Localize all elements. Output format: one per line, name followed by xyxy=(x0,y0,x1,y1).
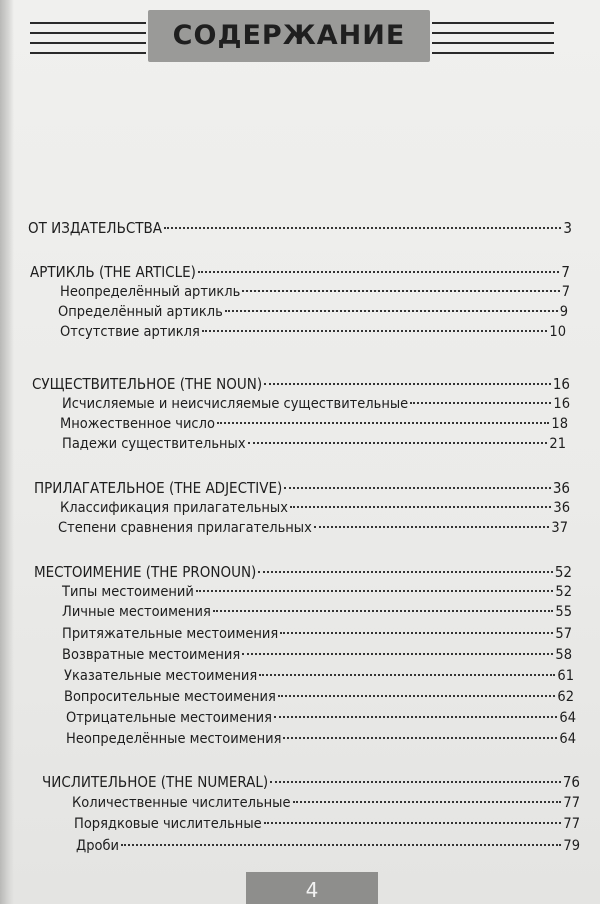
toc-section-entry xyxy=(74,814,580,834)
toc-entry-title: Классификация прилагательных xyxy=(60,500,288,516)
toc-dot-leader xyxy=(242,290,559,292)
toc-dot-leader xyxy=(280,632,553,634)
toc-dot-leader xyxy=(410,402,551,404)
toc-section-entry xyxy=(72,793,580,813)
toc-dot-leader xyxy=(284,487,551,489)
toc-entry-page: 57 xyxy=(555,626,572,642)
toc-entry-page: 3 xyxy=(563,219,572,237)
toc-section-entry xyxy=(62,582,572,602)
toc-section-entry xyxy=(58,302,568,322)
toc-section-entry xyxy=(60,414,568,434)
toc-entry-title: Дроби xyxy=(76,838,119,854)
toc-chapter-entry xyxy=(34,478,570,498)
toc-entry-title: Степени сравнения прилагательных xyxy=(58,520,312,536)
toc-section-entry xyxy=(60,498,570,518)
toc-section-entry xyxy=(66,729,576,749)
toc-entry-title: ЧИСЛИТЕЛЬНОЕ (THE NUMERAL) xyxy=(42,773,269,791)
toc-entry-title: Неопределённый артикль xyxy=(60,284,241,300)
toc-section-entry xyxy=(62,602,572,622)
toc-entry-page: 77 xyxy=(563,795,580,811)
toc-entry-title: Личные местоимения xyxy=(62,604,211,620)
toc-chapter-entry xyxy=(30,262,570,282)
toc-entry-page: 37 xyxy=(551,520,568,536)
toc-entry-page: 36 xyxy=(552,479,570,497)
toc-entry-page: 52 xyxy=(554,563,572,581)
toc-entry-page: 16 xyxy=(553,396,570,412)
toc-dot-leader xyxy=(270,781,561,783)
toc-dot-leader xyxy=(314,526,550,528)
toc-entry-page: 16 xyxy=(552,375,570,393)
toc-dot-leader xyxy=(217,422,549,424)
toc-entry-page: 62 xyxy=(557,689,574,705)
toc-entry-page: 79 xyxy=(563,838,580,854)
toc-entry-page: 76 xyxy=(562,773,580,791)
toc-entry-title: СУЩЕСТВИТЕЛЬНОЕ (THE NOUN) xyxy=(32,375,263,393)
toc-dot-leader xyxy=(202,330,548,332)
toc-section-entry xyxy=(76,836,580,856)
toc-dot-leader xyxy=(196,590,554,592)
toc-entry-title: Количественные числительные xyxy=(72,795,291,811)
toc-section-entry xyxy=(64,666,574,686)
toc-dot-leader xyxy=(248,442,548,444)
toc-entry-title: Неопределённые местоимения xyxy=(66,731,282,747)
toc-entry-page: 21 xyxy=(549,436,566,452)
toc-dot-leader xyxy=(225,310,558,312)
toc-entry-page: 7 xyxy=(561,263,570,281)
toc-chapter-entry xyxy=(32,374,570,394)
toc-entry-title: ОТ ИЗДАТЕЛЬСТВА xyxy=(28,219,162,237)
toc-chapter-entry xyxy=(34,562,572,582)
toc-dot-leader xyxy=(278,695,556,697)
toc-entry-title: Отрицательные местоимения xyxy=(66,710,272,726)
toc-chapter-entry xyxy=(42,772,580,792)
toc-entry-page: 36 xyxy=(553,500,570,516)
toc-dot-leader xyxy=(274,716,557,718)
toc-dot-leader xyxy=(283,737,557,739)
toc-chapter-entry xyxy=(28,218,572,238)
toc-entry-page: 61 xyxy=(557,668,574,684)
toc-entry-title: Порядковые числительные xyxy=(74,816,262,832)
toc-entry-title: Исчисляемые и неисчисляемые существительные xyxy=(62,396,409,412)
toc-entry-page: 9 xyxy=(559,304,568,320)
toc-section-entry xyxy=(60,322,566,342)
toc-dot-leader xyxy=(264,822,562,824)
toc-entry-page: 10 xyxy=(549,324,566,340)
toc-section-entry xyxy=(62,434,566,454)
toc-entry-title: МЕСТОИМЕНИЕ (THE PRONOUN) xyxy=(34,563,257,581)
toc-entry-title: Отсутствие артикля xyxy=(60,324,200,340)
toc-section-entry xyxy=(62,394,570,414)
page-number: 4 xyxy=(305,878,319,902)
toc-entry-title: Множественное число xyxy=(60,416,215,432)
toc-entry-title: ПРИЛАГАТЕЛЬНОЕ (THE ADJECTIVE) xyxy=(34,479,283,497)
toc-dot-leader xyxy=(121,844,561,846)
toc-dot-leader xyxy=(290,506,551,508)
toc-entry-title: Возвратные местоимения xyxy=(62,647,241,663)
toc-dot-leader xyxy=(198,271,560,273)
toc-section-entry xyxy=(58,518,568,538)
toc-section-entry xyxy=(60,282,570,302)
toc-entry-page: 64 xyxy=(559,710,576,726)
toc-entry-page: 55 xyxy=(555,604,572,620)
toc-entry-page: 7 xyxy=(561,284,570,300)
toc-dot-leader xyxy=(293,801,562,803)
toc-section-entry xyxy=(64,687,574,707)
page-title: СОДЕРЖАНИЕ xyxy=(172,20,406,51)
toc-entry-title: Падежи существительных xyxy=(62,436,246,452)
toc-entry-title: Вопросительные местоимения xyxy=(64,689,276,705)
toc-section-entry xyxy=(66,708,576,728)
toc-entry-title: Типы местоимений xyxy=(62,584,194,600)
toc-entry-page: 64 xyxy=(559,731,576,747)
toc-dot-leader xyxy=(164,227,561,229)
toc-dot-leader xyxy=(264,383,551,385)
toc-entry-page: 58 xyxy=(555,647,572,663)
toc-entry-page: 18 xyxy=(551,416,568,432)
toc-entry-title: Притяжательные местоимения xyxy=(62,626,279,642)
toc-dot-leader xyxy=(259,674,555,676)
toc-dot-leader xyxy=(258,571,553,573)
toc-entry-title: Определённый артикль xyxy=(58,304,223,320)
toc-entry-page: 52 xyxy=(555,584,572,600)
toc-entry-page: 77 xyxy=(563,816,580,832)
toc-dot-leader xyxy=(213,610,554,612)
toc-dot-leader xyxy=(242,653,553,655)
toc-entry-title: АРТИКЛЬ (THE ARTICLE) xyxy=(30,263,196,281)
toc-section-entry xyxy=(62,624,572,644)
toc-entry-title: Указательные местоимения xyxy=(64,668,258,684)
toc-section-entry xyxy=(62,645,572,665)
